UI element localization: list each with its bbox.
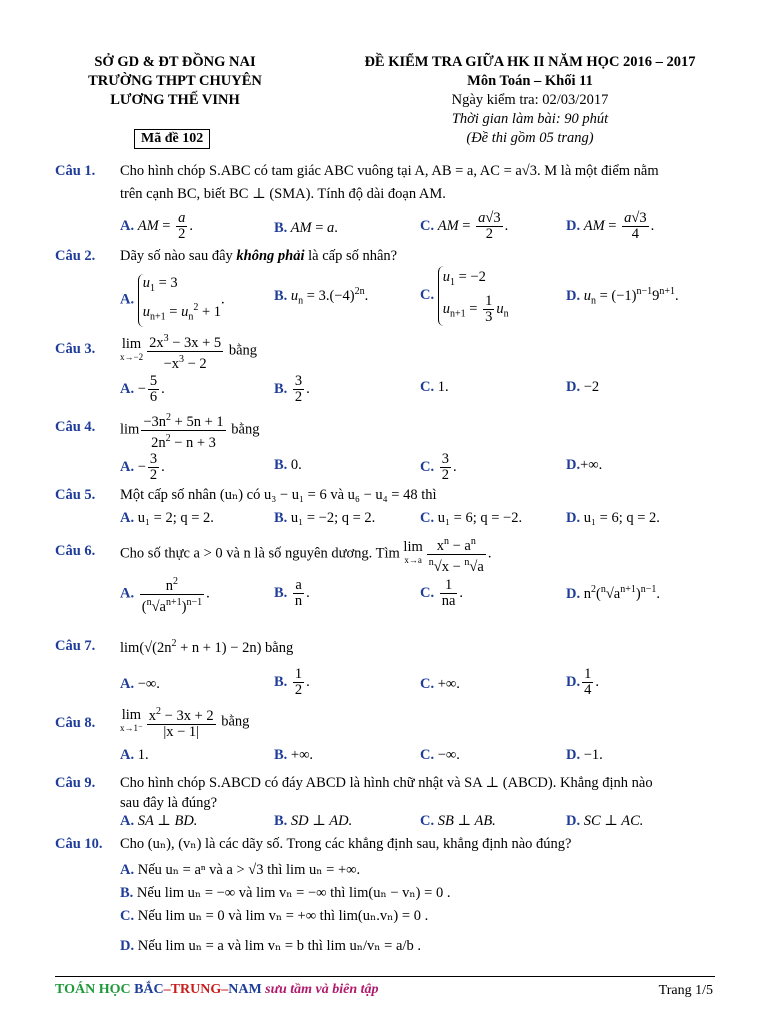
q4-label-a: A. xyxy=(120,458,135,475)
q1-option-c[interactable]: C. AM = $\frac{a√3}{2}$ . xyxy=(420,210,509,242)
q4-option-b[interactable]: B. 0. xyxy=(274,457,302,473)
footer-brand-4: TRUNG xyxy=(170,982,222,997)
exam-header xyxy=(300,53,760,148)
q6-option-a[interactable]: A. $\frac{n^2}{(^n√a^{n+1})^{n-1}}$ . xyxy=(120,576,210,615)
q6-c-frac: $\frac{1}{na}$ xyxy=(441,577,456,609)
q5-label-c: C. xyxy=(420,510,435,526)
q6-frac: $\frac{x^n - a^n}{^n√x - ^n√a}$ xyxy=(428,536,484,575)
q1-label-b: B. xyxy=(274,220,288,236)
q9-a-text: SA ⊥ BD. xyxy=(137,813,198,829)
q4-a-frac: $\frac{3}{2}$ xyxy=(149,451,158,483)
q10-c-text: Nếu lim uₙ = 0 và lim vₙ = +∞ thì lim(uₙ.vₙ) = 0 . xyxy=(137,908,429,924)
q2-text-emphasis: không phải xyxy=(236,248,305,264)
q7-text: $\lim(√(2n^2 + n + 1) - 2n)$ bằng xyxy=(120,638,294,656)
q7-tail: bằng xyxy=(265,639,294,656)
q6-limit: lim x→a xyxy=(403,539,423,566)
q5-number: Câu 5. xyxy=(55,487,96,503)
q8-option-c[interactable] xyxy=(420,747,460,764)
q3-label-a: A. xyxy=(120,380,135,397)
q5-label-d: D. xyxy=(566,510,581,526)
q8-option-d[interactable] xyxy=(566,747,603,764)
q7-option-b[interactable]: B. $\frac{1}{2}$ . xyxy=(274,666,310,698)
exam-date: Ngày kiểm tra: 02/03/2017 xyxy=(451,92,609,108)
q2-text-pre: Dãy số nào sau đây xyxy=(120,248,237,264)
q1-option-b[interactable]: B. AM = a. xyxy=(274,220,338,236)
q8-tail: bằng xyxy=(221,713,250,730)
q3-text xyxy=(120,331,257,372)
q9-option-a[interactable] xyxy=(120,813,197,830)
q6-label-d: D. xyxy=(566,585,581,602)
q6-a-frac: $\frac{n^2}{(^n√a^{n+1})^{n-1}}$ xyxy=(141,576,203,615)
q1-option-d[interactable]: D. AM = $\frac{a√3}{4}$ . xyxy=(566,210,655,242)
q3-label-d: D. xyxy=(566,379,581,395)
school-name-2: LƯƠNG THẾ VINH xyxy=(110,92,240,108)
q6-label-b: B. xyxy=(274,584,288,601)
q5-b-text: u₁ = −2; q = 2. xyxy=(290,510,376,526)
footer-brand-5: – xyxy=(221,982,229,997)
footer-divider xyxy=(55,976,715,977)
q2-option-c[interactable] xyxy=(420,266,509,326)
q8-label-d: D. xyxy=(566,747,581,763)
q10-option-d[interactable] xyxy=(120,938,421,955)
q1-number: Câu 1. xyxy=(55,163,96,179)
q2-text-post: là cấp số nhân? xyxy=(304,248,398,264)
q10-label-c: C. xyxy=(120,908,135,924)
exam-pages: (Đề thi gồm 05 trang) xyxy=(466,130,594,146)
q5-option-c[interactable] xyxy=(420,510,522,527)
q9-b-text: SD ⊥ AD. xyxy=(290,813,353,829)
q8-limit: lim x→1⁻ xyxy=(120,706,143,733)
q5-d-text: u₁ = 6; q = 2. xyxy=(583,510,660,526)
q3-label-c: C. xyxy=(420,379,435,395)
q2-label-a: A. xyxy=(120,291,135,308)
q7-label-a: A. xyxy=(120,676,135,692)
school-name-1: TRƯỜNG THPT CHUYÊN xyxy=(88,73,262,89)
footer-brand-6: NAM xyxy=(228,982,262,997)
q4-c-frac: $\frac{3}{2}$ xyxy=(441,451,449,483)
q8-label-a: A. xyxy=(120,747,135,763)
footer-brand-7: sưu tầm và biên tập xyxy=(261,982,379,997)
q8-text xyxy=(120,704,249,740)
q8-number: Câu 8. xyxy=(55,715,96,731)
q1-line2: trên cạnh BC, biết BC ⊥ (SMA). Tính độ dài đoạn AM. xyxy=(120,186,446,202)
q1-line1: Cho hình chóp S.ABC có tam giác ABC vuông tại A, AB = a, AC = a√3. M là một điểm nằm xyxy=(120,163,659,179)
page-number: Trang 1/5 xyxy=(658,983,713,998)
q6-option-b[interactable]: B. $\frac{a}{n}$ . xyxy=(274,577,310,609)
q2-c-frac: $\frac{1}{3}$ xyxy=(485,292,493,325)
q7-c-text: +∞. xyxy=(437,676,460,692)
q3-option-c[interactable]: C. 1. xyxy=(420,379,449,395)
q6-option-d[interactable]: D. $n^2(^n√a^{n+1})^{n-1}$. xyxy=(566,584,660,602)
q7-a-text: −∞. xyxy=(137,676,160,692)
q10-number: Câu 10. xyxy=(55,836,103,852)
q5-label-b: B. xyxy=(274,510,288,526)
q7-d-frac: $\frac{1}{4}$ xyxy=(584,666,592,698)
q4-text: lim $\frac{-3n^2 + 5n + 1}{2n^2 - n + 3}$ bằng xyxy=(120,412,260,451)
q4-option-d[interactable]: D.+∞. xyxy=(566,457,603,473)
q9-option-c[interactable] xyxy=(420,813,496,830)
q10-option-b[interactable] xyxy=(120,885,450,902)
q4-label-c: C. xyxy=(420,458,435,475)
q1-d-frac: $\frac{a√3}{4}$ xyxy=(624,210,647,242)
q2-option-d[interactable]: D. $u_n = (-1)^{n-1}9^{n+1}$. xyxy=(566,286,679,307)
q9-label-a: A. xyxy=(120,813,135,829)
q6-label-c: C. xyxy=(420,584,435,601)
q9-option-d[interactable] xyxy=(566,813,643,830)
q3-label-b: B. xyxy=(274,380,288,397)
q3-a-frac: $\frac{5}{6}$ xyxy=(149,373,158,405)
q7-label-c: C. xyxy=(420,676,435,692)
q2-label-c: C. xyxy=(420,287,435,304)
q6-b-frac: $\frac{a}{n}$ xyxy=(294,577,303,609)
q4-tail: bằng xyxy=(231,421,260,438)
q10-b-text: Nếu lim uₙ = −∞ và lim vₙ = −∞ thì lim(uₙ − vₙ) = 0 . xyxy=(136,885,451,901)
q10-label-d: D. xyxy=(120,938,135,954)
q8-a-text: 1. xyxy=(137,747,149,763)
q5-option-a[interactable] xyxy=(120,510,214,527)
q7-option-d[interactable]: D. $\frac{1}{4}$ . xyxy=(566,666,599,698)
q4-frac: $\frac{-3n^2 + 5n + 1}{2n^2 - n + 3}$ xyxy=(143,412,224,451)
q3-number: Câu 3. xyxy=(55,341,96,357)
q3-option-a[interactable]: A. − $\frac{5}{6}$ . xyxy=(120,373,165,405)
q3-option-d[interactable]: D. −2 xyxy=(566,379,600,395)
q2-label-d: D. xyxy=(566,287,581,304)
q8-option-a[interactable] xyxy=(120,747,149,764)
q3-limit: lim x→−2 xyxy=(120,336,144,363)
footer-brand-2: BẮC xyxy=(134,982,164,997)
q9-number: Câu 9. xyxy=(55,775,96,791)
q7-b-frac: $\frac{1}{2}$ xyxy=(294,666,303,698)
q4-option-c[interactable]: C. $\frac{3}{2}$ . xyxy=(420,451,457,483)
q9-label-d: D. xyxy=(566,813,581,829)
q10-text: Cho (uₙ), (vₙ) là các dãy số. Trong các khẳng định sau, khẳng định nào đúng? xyxy=(120,836,572,852)
q7-option-a[interactable] xyxy=(120,676,160,693)
q8-frac: $\frac{x^2 - 3x + 2}{|x - 1|}$ xyxy=(148,706,214,740)
q5-text: Một cấp số nhân (uₙ) có u₃ − u₁ = 6 và u₆ − u₄ = 48 thì xyxy=(120,487,437,503)
q6-option-c[interactable]: C. $\frac{1}{na}$ . xyxy=(420,577,464,609)
q9-d-text: SC ⊥ AC. xyxy=(583,813,644,829)
q9-line2: sau đây là đúng? xyxy=(120,795,218,811)
q10-label-a: A. xyxy=(120,862,135,878)
q8-option-b[interactable] xyxy=(274,747,313,764)
q3-tail: bằng xyxy=(228,342,257,359)
q7-option-c[interactable] xyxy=(420,676,460,693)
q4-label-b: B. xyxy=(274,457,288,473)
q10-option-a[interactable] xyxy=(120,862,360,879)
q8-c-text: −∞. xyxy=(437,747,460,763)
q5-c-text: u₁ = 6; q = −2. xyxy=(437,510,523,526)
q8-label-b: B. xyxy=(274,747,288,763)
q3-option-b[interactable]: B. $\frac{3}{2}$ . xyxy=(274,373,310,405)
q8-d-text: −1. xyxy=(583,747,603,763)
q1-c-frac: $\frac{a√3}{2}$ xyxy=(478,210,501,242)
q10-d-text: Nếu lim uₙ = a và lim vₙ = b thì lim uₙ/vₙ = a/b . xyxy=(137,938,421,954)
q4-label-d: D. xyxy=(566,457,581,473)
q8-label-c: C. xyxy=(420,747,435,763)
q7-number: Câu 7. xyxy=(55,638,96,654)
q1-label-a: A. xyxy=(120,217,135,234)
q5-option-d[interactable] xyxy=(566,510,660,527)
q6-label-a: A. xyxy=(120,585,135,602)
q6-number: Câu 6. xyxy=(55,543,96,559)
q10-label-b: B. xyxy=(120,885,134,901)
footer-brand-3: – xyxy=(163,982,171,997)
school-header xyxy=(60,53,290,110)
q6-text-main: Cho số thực a > 0 và n là số nguyên dương. Tìm xyxy=(120,545,400,562)
q5-label-a: A. xyxy=(120,510,135,526)
q1-option-a[interactable]: A. AM = $\frac{a}{2}$ . xyxy=(120,210,193,242)
q9-line1: Cho hình chóp S.ABCD có đáy ABCD là hình chữ nhật và SA ⊥ (ABCD). Khẳng định nào xyxy=(120,775,653,791)
q9-c-text: SB ⊥ AB. xyxy=(437,813,496,829)
exam-title: ĐỀ KIỂM TRA GIỮA HK II NĂM HỌC 2016 – 2017 xyxy=(364,54,696,70)
q2-option-a[interactable]: A. $u_1 = 3$ $u_{n+1} = u_n^2 + 1$. xyxy=(120,274,225,327)
q3-frac: $\frac{2x^3 - 3x + 5}{-x^3 - 2}$ xyxy=(149,333,222,372)
q2-text xyxy=(120,248,397,265)
exam-duration: Thời gian làm bài: 90 phút xyxy=(451,111,609,127)
footer-brand-1: TOÁN HỌC xyxy=(55,982,135,997)
q6-text: Cho số thực a > 0 và n là số nguyên dương. Tìm lim x→a $\frac{x^n - a^n}{^n√x - ^n√a}$ . xyxy=(120,536,492,575)
q2-option-b[interactable]: B. $u_n = 3.(-4)^{2n}$. xyxy=(274,286,369,307)
q2-a-system: $u_1 = 3$ $u_{n+1} = u_n^2 + 1$ xyxy=(138,274,221,327)
q5-a-text: u₁ = 2; q = 2. xyxy=(137,510,214,526)
q1-a-frac: $\frac{a}{2}$ xyxy=(178,210,186,242)
q10-option-c[interactable] xyxy=(120,908,428,925)
q9-label-c: C. xyxy=(420,813,435,829)
exam-code-box: Mã đề 102 xyxy=(134,129,210,149)
q2-c-system: $u_1 = -2$ $u_{n+1}$ = $\frac{1}{3}$ $u_n$ xyxy=(438,266,509,326)
q10-a-text: Nếu uₙ = aⁿ và a > √3 thì lim uₙ = +∞. xyxy=(137,862,361,878)
dept-name: SỞ GD & ĐT ĐỒNG NAI xyxy=(94,54,256,70)
exam-subject: Môn Toán – Khối 11 xyxy=(467,73,593,89)
q1-label-c: C. xyxy=(420,217,435,234)
q3-b-frac: $\frac{3}{2}$ xyxy=(294,373,303,405)
q9-label-b: B. xyxy=(274,813,288,829)
q2-label-b: B. xyxy=(274,287,288,304)
q4-option-a[interactable]: A. − $\frac{3}{2}$ . xyxy=(120,451,165,483)
footer-brand xyxy=(55,982,379,998)
q4-number: Câu 4. xyxy=(55,419,96,435)
q7-label-d: D. xyxy=(566,673,581,690)
q2-number: Câu 2. xyxy=(55,248,96,264)
q7-label-b: B. xyxy=(274,673,288,690)
q1-label-d: D. xyxy=(566,217,581,234)
q9-option-b[interactable] xyxy=(274,813,352,830)
q8-b-text: +∞. xyxy=(290,747,314,763)
q5-option-b[interactable] xyxy=(274,510,375,527)
